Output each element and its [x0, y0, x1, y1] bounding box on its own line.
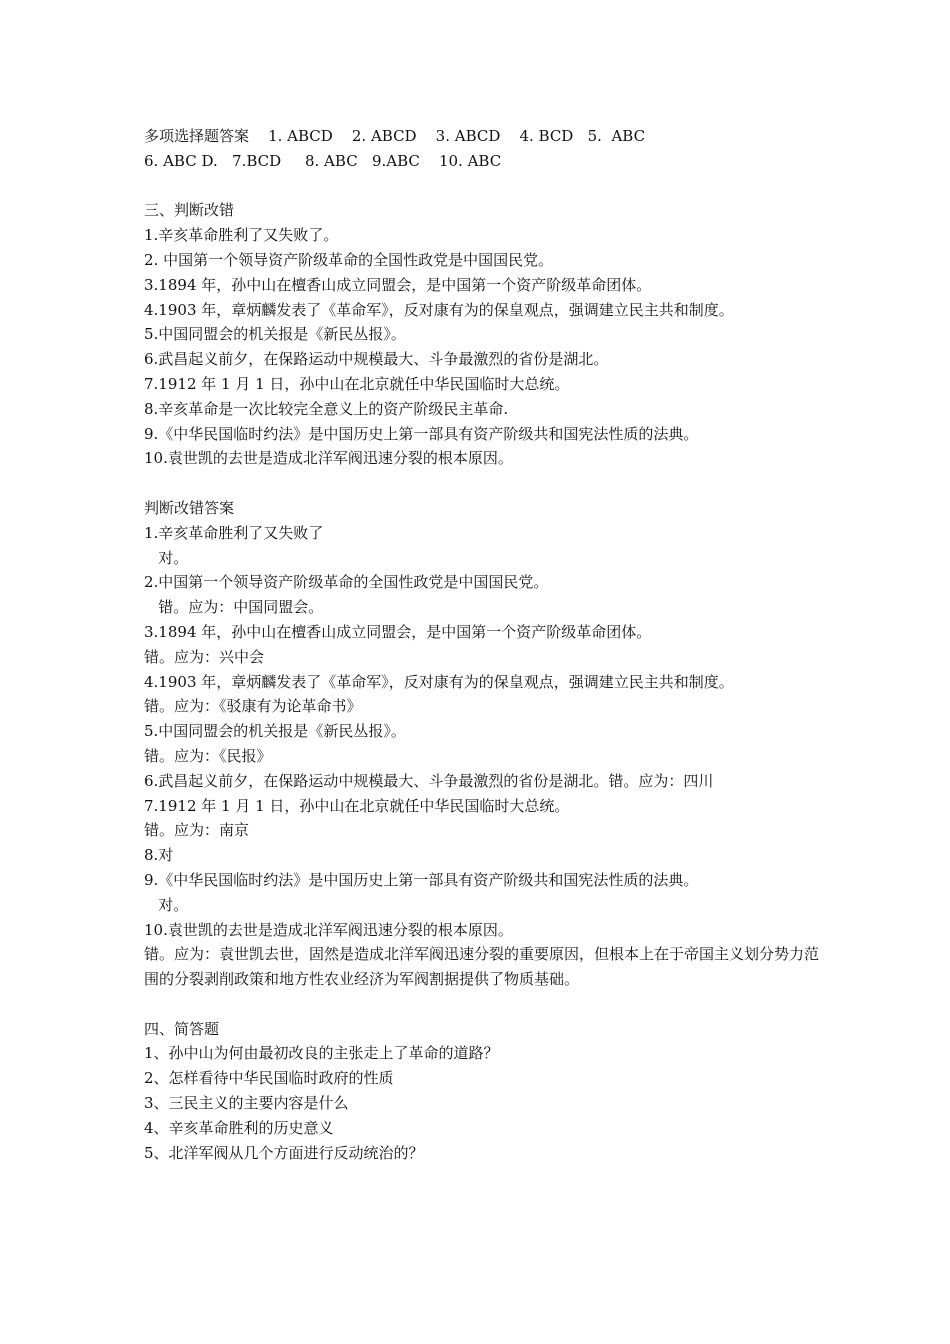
short-answer-item: 3、三民主义的主要内容是什么 — [144, 1094, 349, 1113]
judgment-answer-line: 对。 — [144, 895, 189, 914]
judgment-heading: 三、判断改错 — [144, 201, 235, 220]
blank-line — [144, 992, 824, 1017]
short-answer-item: 1、孙中山为何由最初改良的主张走上了革命的道路？ — [144, 1044, 499, 1063]
judgment-answer-line: 2.中国第一个领导资产阶级革命的全国性政党是中国国民党。 — [144, 573, 549, 592]
blank-line — [144, 174, 824, 199]
judgment-answer-line: 错。应为：南京 — [144, 821, 250, 840]
judgment-item: 10.袁世凯的去世是造成北洋军阀迅速分裂的根本原因。 — [144, 449, 513, 468]
short-answer-heading: 四、简答题 — [144, 1019, 220, 1038]
blank-line — [144, 471, 824, 496]
judgment-answer-line: 10.袁世凯的去世是造成北洋军阀迅速分裂的根本原因。 — [144, 920, 513, 939]
judgment-answer-line: 5.中国同盟会的机关报是《新民丛报》。 — [144, 722, 406, 741]
short-answer-item: 2、怎样看待中华民国临时政府的性质 — [144, 1069, 394, 1088]
judgment-answer-line: 3.1894 年，孙中山在檀香山成立同盟会，是中国第一个资产阶级革命团体。 — [144, 622, 652, 641]
judgment-item: 3.1894 年，孙中山在檀香山成立同盟会，是中国第一个资产阶级革命团体。 — [144, 275, 652, 294]
judgment-item: 5.中国同盟会的机关报是《新民丛报》。 — [144, 325, 406, 344]
judgment-answer-line: 9.《中华民国临时约法》是中国历史上第一部具有资产阶级共和国宪法性质的法典。 — [144, 870, 699, 889]
judgment-answer-line: 错。应为：《民报》 — [144, 746, 272, 765]
judgment-item: 1.辛亥革命胜利了又失败了。 — [144, 226, 339, 245]
document-body — [144, 124, 824, 1165]
judgment-answer-line: 1.辛亥革命胜利了又失败了 — [144, 523, 324, 542]
judgment-answer-line: 8.对 — [144, 846, 174, 865]
judgment-answer-line: 4.1903 年，章炳麟发表了《革命军》，反对康有为的保皇观点，强调建立民主共和制度。 — [144, 672, 734, 691]
judgment-item: 7.1912 年 1 月 1 日，孙中山在北京就任中华民国临时大总统。 — [144, 374, 570, 393]
judgment-item: 2. 中国第一个领导资产阶级革命的全国性政党是中国国民党。 — [144, 250, 554, 269]
judgment-answer-line: 错。应为：兴中会 — [144, 647, 265, 666]
mc-answers-line-2: 6. ABC D. 7.BCD 8. ABC 9.ABC 10. ABC — [144, 151, 502, 170]
judgment-answer-line: 对。 — [144, 548, 189, 567]
judgment-answer-line: 错。应为：中国同盟会。 — [144, 598, 324, 617]
judgment-answer-line: 7.1912 年 1 月 1 日，孙中山在北京就任中华民国临时大总统。 — [144, 796, 570, 815]
short-answer-item: 5、北洋军阀从几个方面进行反动统治的？ — [144, 1143, 424, 1162]
judgment-item: 6.武昌起义前夕，在保路运动中规模最大、斗争最激烈的省份是湖北。 — [144, 350, 609, 369]
judgment-answer-long: 错。应为：袁世凯去世，固然是造成北洋军阀迅速分裂的重要原因，但根本上在于帝国主义划分势力范围的分裂剥削政策和地方性农业经济为军阀割据提供了物质基础。 — [144, 945, 820, 989]
judgment-item: 9.《中华民国临时约法》是中国历史上第一部具有资产阶级共和国宪法性质的法典。 — [144, 424, 699, 443]
judgment-item: 8.辛亥革命是一次比较完全意义上的资产阶级民主革命. — [144, 399, 509, 418]
judgment-answer-line: 6.武昌起义前夕，在保路运动中规模最大、斗争最激烈的省份是湖北。错。应为：四川 — [144, 771, 714, 790]
judgment-item: 4.1903 年，章炳麟发表了《革命军》，反对康有为的保皇观点，强调建立民主共和制度。 — [144, 300, 734, 319]
mc-answers-line-1: 多项选择题答案 1. ABCD 2. ABCD 3. ABCD 4. BCD 5. ABC — [144, 127, 646, 145]
judgment-answers-heading: 判断改错答案 — [144, 498, 235, 517]
judgment-answer-line: 错。应为：《驳康有为论革命书》 — [144, 697, 362, 716]
short-answer-item: 4、辛亥革命胜利的历史意义 — [144, 1118, 334, 1137]
